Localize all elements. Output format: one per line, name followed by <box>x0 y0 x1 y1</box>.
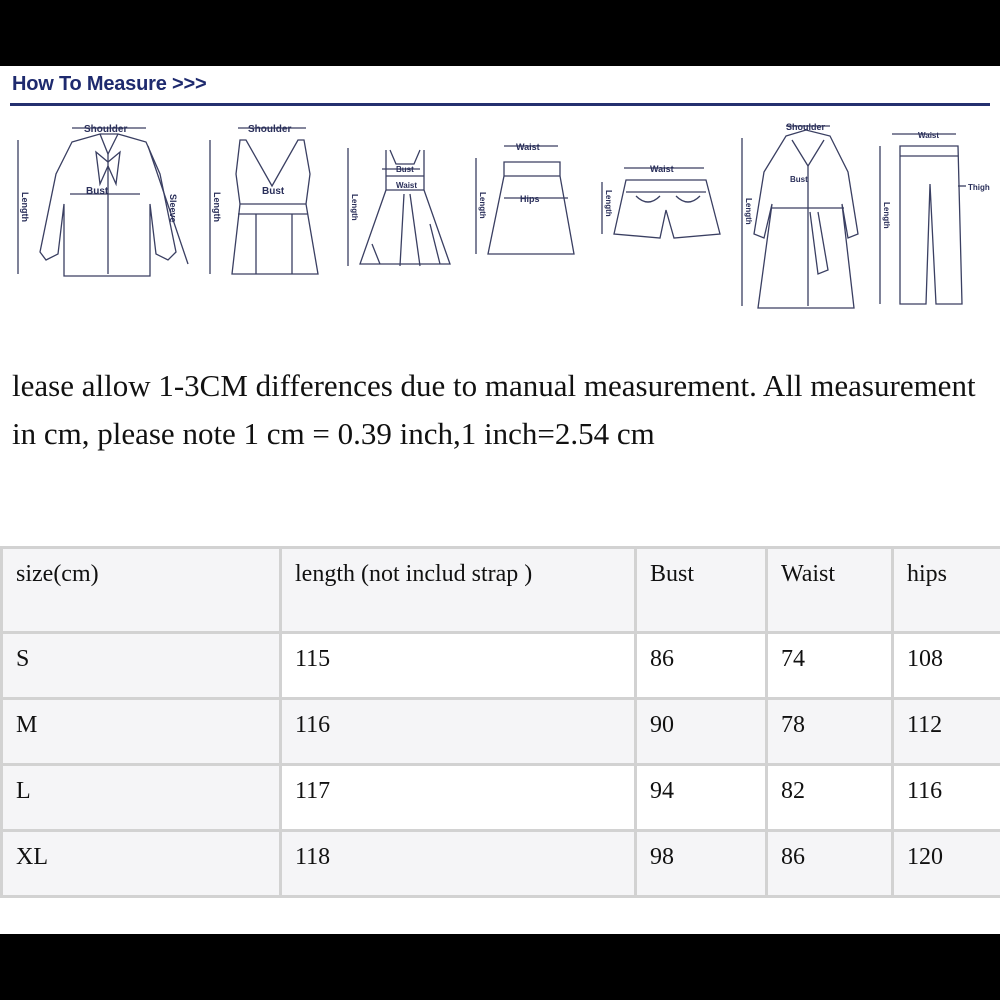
label-length-2: Length <box>212 192 222 222</box>
table-row <box>2 765 1000 831</box>
cell-hips: 112 <box>893 699 1000 765</box>
cell-waist: 86 <box>767 831 893 897</box>
cell-length: 116 <box>281 699 636 765</box>
cell-waist: 78 <box>767 699 893 765</box>
cell-size: S <box>2 633 281 699</box>
label-shoulder-2: Shoulder <box>248 124 292 135</box>
cell-length: 115 <box>281 633 636 699</box>
size-table <box>0 546 1000 898</box>
bottom-bar <box>0 934 1000 1000</box>
trousers-diagram <box>880 134 966 304</box>
label-waist-3: Waist <box>650 164 674 174</box>
label-waist-2: Waist <box>516 142 540 152</box>
label-sleeve: Sleeve <box>168 194 178 223</box>
cell-waist: 82 <box>767 765 893 831</box>
label-length-7: Length <box>882 202 891 229</box>
label-length-5: Length <box>604 190 613 217</box>
table-header-row <box>2 548 1000 633</box>
header-size: size(cm) <box>2 548 281 633</box>
label-shoulder: Shoulder <box>84 124 128 135</box>
cell-bust: 90 <box>636 699 767 765</box>
label-bust-3: Bust <box>396 165 414 174</box>
measurement-note: lease allow 1-3CM differences due to manual measurement. All measurement in cm, please note 1 cm = 0.39 inch,1 inch=2.54 cm <box>12 368 976 451</box>
table-row <box>2 699 1000 765</box>
cell-hips: 108 <box>893 633 1000 699</box>
label-length-4: Length <box>478 192 487 219</box>
header-hips: hips <box>893 548 1000 633</box>
cell-length: 117 <box>281 765 636 831</box>
measure-header <box>0 66 1000 106</box>
label-bust-2: Bust <box>262 186 285 197</box>
trench-coat-diagram <box>742 126 858 308</box>
cell-hips: 120 <box>893 831 1000 897</box>
cell-bust: 94 <box>636 765 767 831</box>
cell-bust: 86 <box>636 633 767 699</box>
label-waist-4: Waist <box>918 131 940 140</box>
label-length-6: Length <box>744 198 753 225</box>
label-thigh: Thigh <box>968 183 990 192</box>
cell-size: M <box>2 699 281 765</box>
label-bust-4: Bust <box>790 175 808 184</box>
header-divider <box>10 103 990 106</box>
label-hips: Hips <box>520 194 540 204</box>
cell-waist: 74 <box>767 633 893 699</box>
cell-size: L <box>2 765 281 831</box>
cell-bust: 98 <box>636 831 767 897</box>
table-row <box>2 831 1000 897</box>
header-bust: Bust <box>636 548 767 633</box>
label-length-3: Length <box>350 194 359 221</box>
measure-title: How To Measure >>> <box>12 73 207 95</box>
label-length: Length <box>20 192 30 222</box>
cell-length: 118 <box>281 831 636 897</box>
table-row <box>2 633 1000 699</box>
blouse-diagram <box>18 128 188 276</box>
tank-top-diagram <box>210 128 318 274</box>
measurement-diagrams <box>0 114 1000 384</box>
garment-illustrations <box>0 114 1000 384</box>
shorts-diagram <box>602 168 720 238</box>
label-shoulder-3: Shoulder <box>786 122 826 132</box>
label-waist: Waist <box>396 181 418 190</box>
header-length: length (not includ strap ) <box>281 548 636 633</box>
label-bust: Bust <box>86 186 109 197</box>
page <box>0 66 1000 934</box>
cell-hips: 116 <box>893 765 1000 831</box>
header-waist: Waist <box>767 548 893 633</box>
cell-size: XL <box>2 831 281 897</box>
